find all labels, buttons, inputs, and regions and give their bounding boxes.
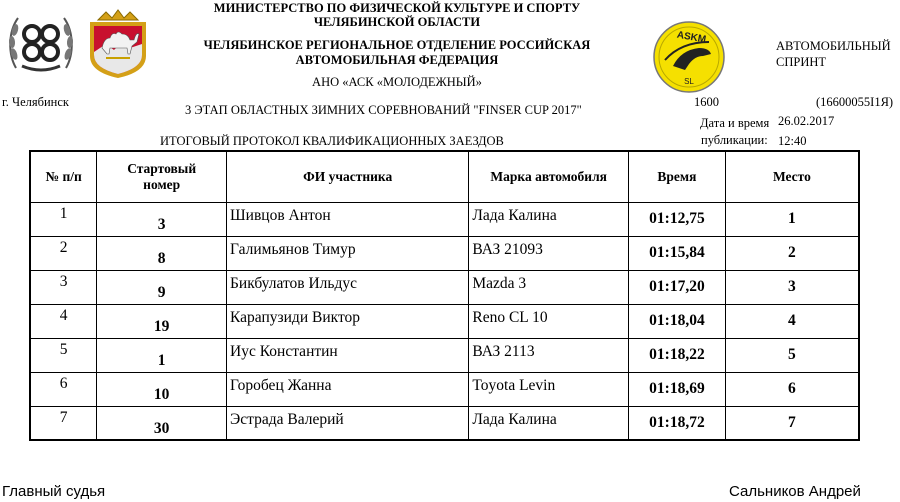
table-row — [30, 202, 859, 236]
event-title: 3 ЭТАП ОБЛАСТНЫХ ЗИМНИХ СОРЕВНОВАНИЙ "FINSER CUP 2017" — [185, 103, 582, 117]
cell-start-number: 9 — [97, 270, 227, 304]
cell-car: ВАЗ 21093 — [469, 236, 629, 270]
discipline-line2: СПРИНТ — [776, 55, 827, 69]
cell-place: 7 — [725, 406, 859, 440]
cell-car: ВАЗ 2113 — [469, 338, 629, 372]
cell-place: 6 — [725, 372, 859, 406]
table-row — [30, 236, 859, 270]
event-code: 1600 — [694, 95, 719, 109]
cell-participant-name: Горобец Жанна — [227, 372, 469, 406]
cell-car: Mazda 3 — [469, 270, 629, 304]
cell-index: 3 — [30, 270, 97, 304]
cell-index: 5 — [30, 338, 97, 372]
cell-car: Reno CL 10 — [469, 304, 629, 338]
cell-start-number: 3 — [97, 202, 227, 236]
cell-participant-name: Эстрада Валерий — [227, 406, 469, 440]
cell-time: 01:17,20 — [629, 270, 726, 304]
cell-start-number: 30 — [97, 406, 227, 440]
publication-time: 12:40 — [778, 134, 807, 148]
chief-judge-label: Главный судья — [2, 483, 106, 500]
cell-place: 3 — [725, 270, 859, 304]
header-name: ФИ участника — [227, 151, 469, 202]
askm-logo-text: ASKM — [675, 29, 707, 46]
cell-time: 01:18,22 — [629, 338, 726, 372]
cell-index: 7 — [30, 406, 97, 440]
cell-start-number: 1 — [97, 338, 227, 372]
event-code-id: (16600055I1Я) — [816, 95, 894, 109]
cell-place: 1 — [725, 202, 859, 236]
chelyabinsk-crest-logo — [84, 8, 152, 80]
header-start-line1: Стартовый — [127, 160, 197, 176]
cell-car: Toyota Levin — [469, 372, 629, 406]
ministry-title-line2: ЧЕЛЯБИНСКОЙ ОБЛАСТИ — [313, 15, 481, 29]
cell-start-number: 10 — [97, 372, 227, 406]
discipline-line1: АВТОМОБИЛЬНЫЙ — [776, 39, 891, 53]
cell-start-number: 8 — [97, 236, 227, 270]
table-row — [30, 406, 859, 440]
header-start-number — [97, 151, 227, 202]
table-row — [30, 372, 859, 406]
cell-place: 5 — [725, 338, 859, 372]
header-time: Время — [629, 151, 726, 202]
federation-title-line2: АВТОМОБИЛЬНАЯ ФЕДЕРАЦИЯ — [295, 53, 499, 67]
publication-label: публикации: — [701, 133, 768, 147]
askm-logo — [651, 20, 727, 94]
cell-index: 6 — [30, 372, 97, 406]
federation-title-line1: ЧЕЛЯБИНСКОЕ РЕГИОНАЛЬНОЕ ОТДЕЛЕНИЕ РОССИЙСКАЯ — [203, 38, 591, 52]
cell-time: 01:18,72 — [629, 406, 726, 440]
ministry-emblem-logo — [6, 10, 76, 76]
table-row — [30, 304, 859, 338]
ministry-title-line1: МИНИСТЕРСТВО ПО ФИЗИЧЕСКОЙ КУЛЬТУРЕ И СПОРТУ — [213, 1, 581, 15]
cell-index: 4 — [30, 304, 97, 338]
cell-participant-name: Шивцов Антон — [227, 202, 469, 236]
cell-place: 2 — [725, 236, 859, 270]
table-row — [30, 338, 859, 372]
header-car: Марка автомобиля — [469, 151, 629, 202]
cell-time: 01:18,04 — [629, 304, 726, 338]
club-name: АНО «АСК «МОЛОДЕЖНЫЙ» — [312, 75, 482, 89]
cell-index: 1 — [30, 202, 97, 236]
cell-time: 01:18,69 — [629, 372, 726, 406]
results-table — [29, 150, 860, 441]
cell-participant-name: Иус Константин — [227, 338, 469, 372]
header-index: № п/п — [30, 151, 97, 202]
cell-time: 01:15,84 — [629, 236, 726, 270]
header-start-line2: номер — [143, 176, 181, 192]
cell-car: Лада Калина — [469, 406, 629, 440]
city-label: г. Челябинск — [2, 95, 69, 109]
table-row — [30, 270, 859, 304]
table-header-row — [30, 151, 859, 202]
chief-judge-name: Сальников Андрей — [729, 483, 861, 500]
protocol-title: ИТОГОВЫЙ ПРОТОКОЛ КВАЛИФИКАЦИОННЫХ ЗАЕЗДОВ — [160, 134, 504, 148]
cell-participant-name: Галимьянов Тимур — [227, 236, 469, 270]
askm-logo-small-text: SL — [684, 77, 694, 86]
cell-participant-name: Бикбулатов Ильдус — [227, 270, 469, 304]
cell-participant-name: Карапузиди Виктор — [227, 304, 469, 338]
cell-index: 2 — [30, 236, 97, 270]
cell-time: 01:12,75 — [629, 202, 726, 236]
date-value: 26.02.2017 — [778, 114, 835, 128]
date-label: Дата и время — [700, 116, 770, 130]
cell-car: Лада Калина — [469, 202, 629, 236]
cell-start-number: 19 — [97, 304, 227, 338]
header-place: Место — [725, 151, 859, 202]
cell-place: 4 — [725, 304, 859, 338]
